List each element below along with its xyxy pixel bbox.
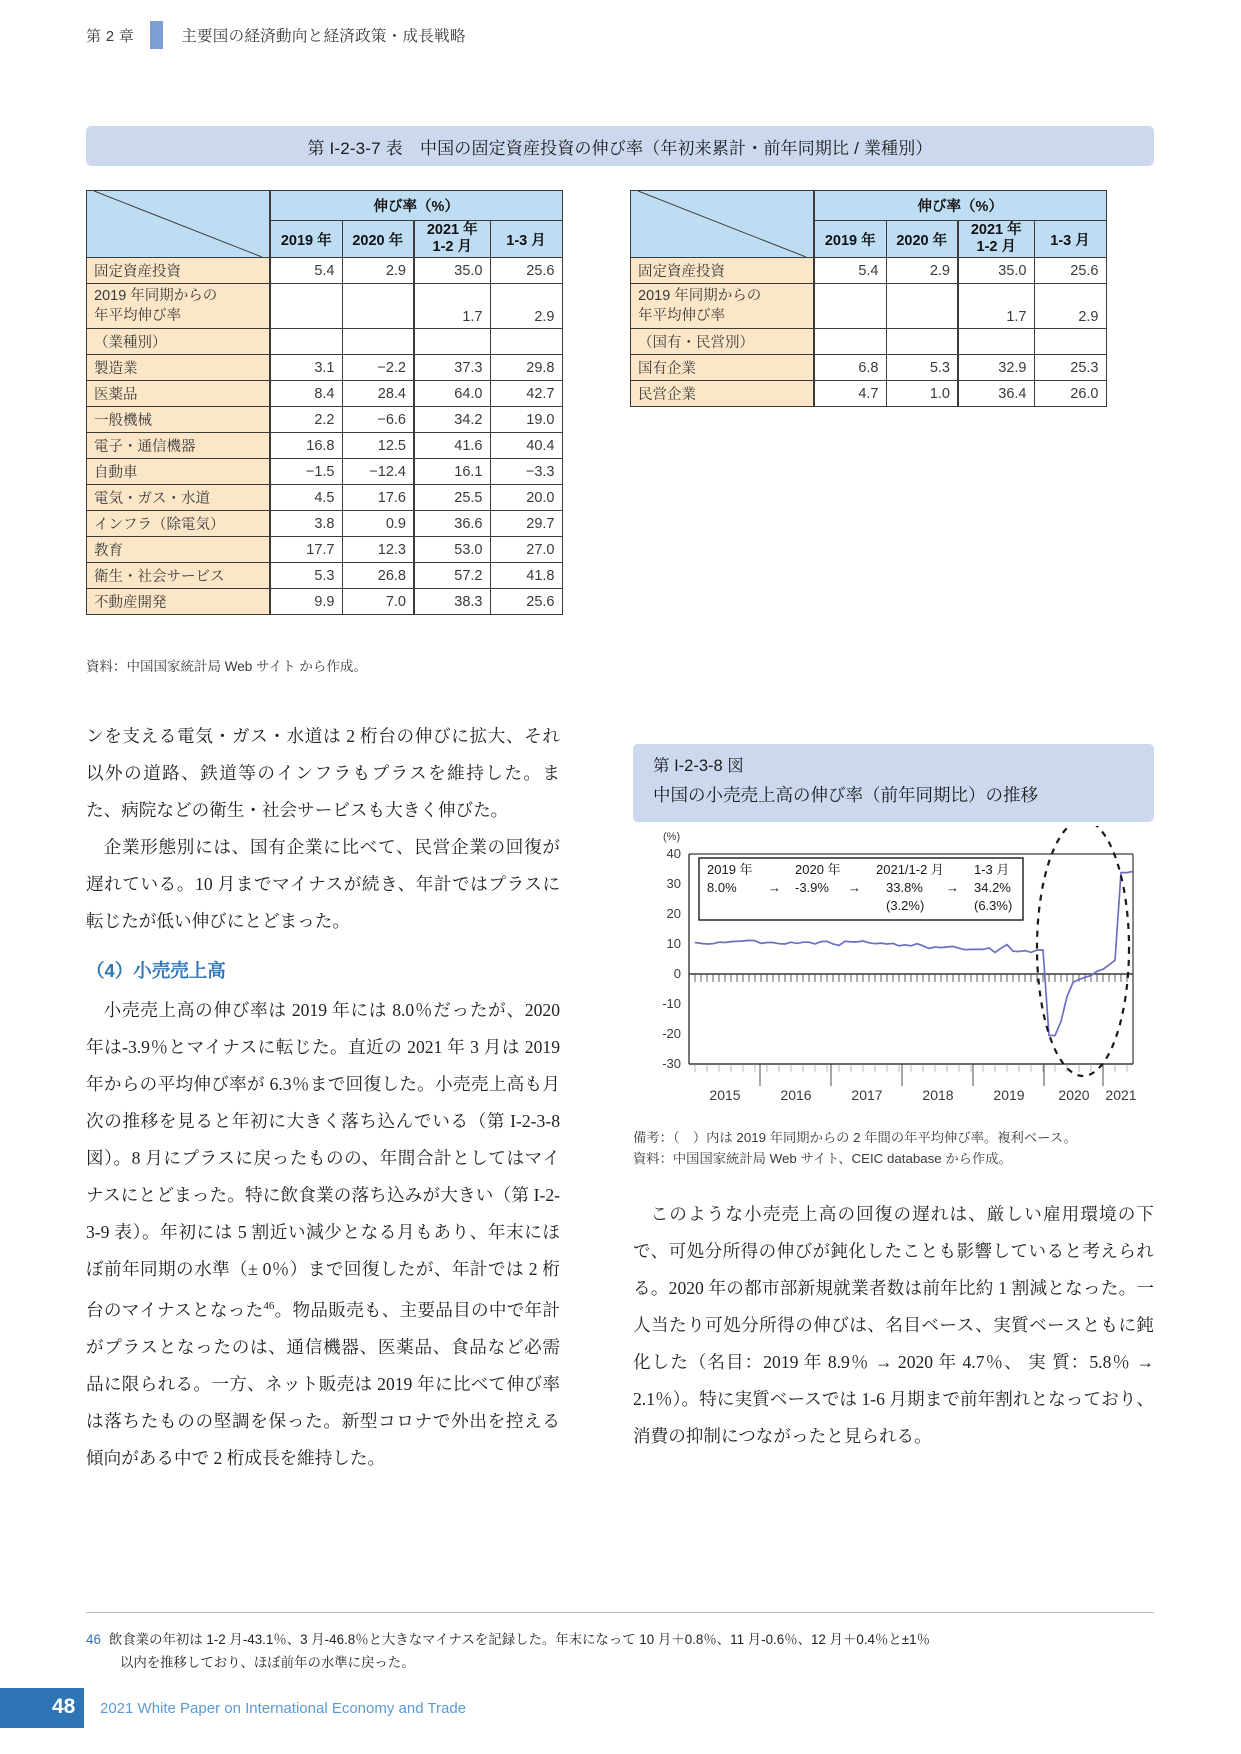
chart-ytick-0: 0 — [673, 966, 681, 981]
figure-note-2: 資料：中国国家統計局 Web サイト、CEIC database から作成。 — [633, 1151, 1012, 1166]
body-column-right — [633, 1196, 1154, 1455]
table-row — [87, 537, 563, 563]
cell-2020: 26.8 — [342, 563, 414, 589]
cell-2020: 2.9 — [886, 258, 958, 284]
annotation-cagr-jan-mar: (6.3%) — [974, 898, 1013, 913]
table-row — [631, 355, 1107, 381]
table-row — [87, 563, 563, 589]
table-row — [87, 589, 563, 615]
body-column-left — [86, 718, 560, 1477]
table-group-header: 伸び率（%） — [270, 191, 562, 221]
chart-month-ticks — [695, 974, 1127, 982]
chart-svg — [633, 826, 1154, 1116]
chart-xtick-2021: 2021 — [1105, 1087, 1137, 1103]
table-row — [87, 485, 563, 511]
table-row — [631, 381, 1107, 407]
cell-2020 — [342, 329, 414, 355]
col-2021-jan-feb-line2: 1-2 月 — [432, 239, 472, 256]
row-label: 電気・ガス・水道 — [87, 485, 271, 511]
table-row — [87, 258, 563, 284]
cell-2019: 9.9 — [270, 589, 342, 615]
row-label-line2: 年平均伸び率 — [638, 308, 725, 324]
chart-xtick-2018: 2018 — [922, 1087, 954, 1103]
cell-2019 — [814, 284, 886, 329]
table-row — [631, 329, 1107, 355]
table-row — [87, 433, 563, 459]
cell-2019: 5.4 — [814, 258, 886, 284]
col-2020: 2020 年 — [886, 221, 958, 258]
annotation-cagr-2021-jan-feb: (3.2%) — [886, 898, 925, 913]
chart-ytick-10: 10 — [666, 936, 681, 951]
col-2021-jan-feb — [958, 221, 1034, 258]
row-label: （国有・民営別） — [631, 329, 815, 355]
cell-jan-mar: −3.3 — [490, 459, 562, 485]
cell-jan-mar: 19.0 — [490, 407, 562, 433]
row-label-line1: 2019 年同期からの — [94, 288, 218, 304]
col-jan-mar: 1-3 月 — [490, 221, 562, 258]
row-label: （業種別） — [87, 329, 271, 355]
table-row — [87, 459, 563, 485]
col-2021-jan-feb-line1: 2021 年 — [426, 222, 478, 239]
cell-2020: 1.0 — [886, 381, 958, 407]
row-label: 一般機械 — [87, 407, 271, 433]
table-row — [87, 511, 563, 537]
cell-2020: 5.3 — [886, 355, 958, 381]
cell-jan-mar: 26.0 — [1034, 381, 1106, 407]
row-label — [87, 284, 271, 329]
cell-2021-jan-feb: 36.4 — [958, 381, 1034, 407]
cell-jan-mar: 2.9 — [1034, 284, 1106, 329]
cell-2021-jan-feb: 57.2 — [414, 563, 490, 589]
chart-xtick-2015: 2015 — [709, 1087, 741, 1103]
cell-jan-mar: 2.9 — [490, 284, 562, 329]
paragraph-enterprise-type: 企業形態別には、国有企業に比べて、民営企業の回復が遅れている。10 月までマイナスが続き、年計ではプラスに転じたが低い伸びにとどまった。 — [86, 837, 560, 931]
annotation-arrow-3: → — [946, 880, 959, 895]
cell-2019: 4.7 — [814, 381, 886, 407]
table-row — [87, 355, 563, 381]
cell-2021-jan-feb: 64.0 — [414, 381, 490, 407]
chart-ytick-30: 30 — [666, 876, 681, 891]
figure-title: 中国の小売売上高の伸び率（前年同期比）の推移 — [653, 785, 1038, 805]
section-heading-retail-sales: （4）小売売上高 — [86, 960, 226, 981]
paragraph-retail-sales — [86, 992, 560, 1477]
footnote-text-line2: 以内を推移しており、ほぼ前年の水準に戻った。 — [120, 1655, 415, 1670]
row-label — [631, 284, 815, 329]
page-number: 48 — [52, 1695, 76, 1718]
table-row — [87, 329, 563, 355]
annotation-value-2021-jan-feb: 33.8% — [886, 880, 923, 895]
cell-2019: 6.8 — [814, 355, 886, 381]
cell-2020: −12.4 — [342, 459, 414, 485]
annotation-value-2020: -3.9% — [795, 880, 829, 895]
figure-caption — [633, 744, 1154, 822]
annotation-arrow-2: → — [848, 880, 861, 895]
chart-ytick-40: 40 — [666, 846, 681, 861]
figure-number: 第 I-2-3-8 図 — [653, 757, 744, 775]
row-label: 衛生・社会サービス — [87, 563, 271, 589]
cell-2020 — [886, 329, 958, 355]
cell-2019: 3.1 — [270, 355, 342, 381]
annotation-header-2021-jan-feb: 2021/1-2 月 — [876, 862, 944, 877]
cell-2021-jan-feb: 53.0 — [414, 537, 490, 563]
table-source-note: 資料：中国国家統計局 Web サイト から作成。 — [86, 659, 367, 674]
cell-2019: 16.8 — [270, 433, 342, 459]
cell-2021-jan-feb: 41.6 — [414, 433, 490, 459]
chart-xtick-2020: 2020 — [1058, 1087, 1090, 1103]
row-label-line1: 2019 年同期からの — [638, 288, 762, 304]
chart-ytick-20: 20 — [666, 906, 681, 921]
paragraph-disposable-income: このような小売売上高の回復の遅れは、厳しい雇用環境の下で、可処分所得の伸びが鈍化したことも影響していると考えられる。2020 年の都市部新規就業者数は前年比約 1 割減となった。一人当たり可処分所得の伸びは、名目ベース、実質ベースともに鈍化した（名目：2019 年 8.9％ → 2020 年 4.7％、 実 質：5.8％ → 2.1％）。特に実質ベースでは 1-6 月期まで前年割れとなっており、消費の抑制につながったと見られる。 — [633, 1204, 1154, 1446]
cell-2020: −6.6 — [342, 407, 414, 433]
col-2021-jan-feb-line2: 1-2 月 — [976, 239, 1016, 256]
chapter-number: 第 2 章 — [86, 27, 135, 45]
cell-jan-mar: 25.6 — [1034, 258, 1106, 284]
table-row — [87, 381, 563, 407]
cell-jan-mar: 41.8 — [490, 563, 562, 589]
cell-2021-jan-feb: 35.0 — [958, 258, 1034, 284]
table-row — [631, 284, 1107, 329]
cell-2021-jan-feb: 1.7 — [958, 284, 1034, 329]
annotation-header-2020: 2020 年 — [795, 862, 841, 877]
paragraph-retail-sales-part1: 小売売上高の伸び率は 2019 年には 8.0％だったが、2020 年は-3.9％とマイナスに転じた。直近の 2021 年 3 月は 2019 年からの平均伸び率が 6.3％まで回復した。小売売上高も月次の推移を見ると年初に大きく落ち込んでいる（第 I-2-3-8 図）。8 月にプラスに戻ったものの、年間合計としてはマイナスにとどまった。特に飲食業の落ち込みが大きい（第 I-2-3-9 表）。年初には 5 割近い減少となる月もあり、年末にほぼ前年同期の水準（± 0％）まで回復したが、年計では 2 桁台のマイナスとなった — [86, 1000, 560, 1320]
row-label: 電子・通信機器 — [87, 433, 271, 459]
table-corner-cell — [87, 191, 271, 258]
cell-jan-mar: 25.6 — [490, 589, 562, 615]
col-2020: 2020 年 — [342, 221, 414, 258]
cell-2020: 2.9 — [342, 258, 414, 284]
retail-sales-line-chart — [633, 826, 1154, 1116]
row-label: 民営企業 — [631, 381, 815, 407]
footnote-marker-46: 46 — [263, 1300, 275, 1312]
row-label: 製造業 — [87, 355, 271, 381]
cell-2020: 12.3 — [342, 537, 414, 563]
row-label: インフラ（除電気） — [87, 511, 271, 537]
cell-jan-mar: 25.6 — [490, 258, 562, 284]
cell-2021-jan-feb: 35.0 — [414, 258, 490, 284]
cell-jan-mar — [1034, 329, 1106, 355]
chart-year-separators — [760, 1064, 1103, 1086]
col-2019: 2019 年 — [270, 221, 342, 258]
cell-2021-jan-feb: 1.7 — [414, 284, 490, 329]
cell-jan-mar: 20.0 — [490, 485, 562, 511]
row-label: 教育 — [87, 537, 271, 563]
cell-2021-jan-feb — [958, 329, 1034, 355]
cell-2021-jan-feb: 38.3 — [414, 589, 490, 615]
cell-2020 — [342, 284, 414, 329]
table-row — [87, 407, 563, 433]
footnote-number: 46 — [86, 1632, 101, 1647]
chart-xtick-2017: 2017 — [851, 1087, 883, 1103]
table-caption: 第 I-2-3-7 表 中国の固定資産投資の伸び率（年初来累計・前年同期比 / 業種別） — [86, 126, 1154, 166]
table-fixed-asset-by-industry — [86, 190, 563, 615]
annotation-value-jan-mar: 34.2% — [974, 880, 1011, 895]
cell-2020 — [886, 284, 958, 329]
row-label-line2: 年平均伸び率 — [94, 308, 181, 324]
chart-ytick-neg20: -20 — [662, 1026, 681, 1041]
cell-jan-mar: 27.0 — [490, 537, 562, 563]
table-row — [631, 258, 1107, 284]
page-footer-title: 2021 White Paper on International Economy and Trade — [100, 1700, 467, 1717]
cell-jan-mar: 25.3 — [1034, 355, 1106, 381]
cell-2021-jan-feb: 37.3 — [414, 355, 490, 381]
chart-xtick-2019: 2019 — [993, 1087, 1025, 1103]
cell-jan-mar: 40.4 — [490, 433, 562, 459]
cell-jan-mar: 42.7 — [490, 381, 562, 407]
cell-jan-mar: 29.8 — [490, 355, 562, 381]
cell-2019: 3.8 — [270, 511, 342, 537]
row-label: 固定資産投資 — [631, 258, 815, 284]
cell-jan-mar: 29.7 — [490, 511, 562, 537]
cell-2021-jan-feb: 34.2 — [414, 407, 490, 433]
cell-2021-jan-feb: 25.5 — [414, 485, 490, 511]
cell-2019: 5.4 — [270, 258, 342, 284]
cell-2019: 8.4 — [270, 381, 342, 407]
cell-2020: 17.6 — [342, 485, 414, 511]
row-label: 医薬品 — [87, 381, 271, 407]
footnote-block — [86, 1628, 1156, 1674]
table-fixed-asset-by-ownership — [630, 190, 1107, 407]
row-label: 固定資産投資 — [87, 258, 271, 284]
table-row — [87, 284, 563, 329]
footnote-rule — [86, 1612, 1154, 1613]
paragraph-retail-sales-part2: 。物品販売も、主要品目の中で年計がプラスとなったのは、通信機器、医薬品、食品など必需品に限られる。一方、ネット販売は 2019 年に比べて伸び率は落ちたものの堅調を保った。新型コロナで外出を控える傾向がある中で 2 桁成長を維持した。 — [86, 1299, 560, 1468]
cell-2019 — [270, 329, 342, 355]
row-label: 不動産開発 — [87, 589, 271, 615]
cell-2019: 17.7 — [270, 537, 342, 563]
col-2021-jan-feb-line1: 2021 年 — [970, 222, 1022, 239]
cell-jan-mar — [490, 329, 562, 355]
footnote-text-line1: 飲食業の年初は 1-2 月-43.1％、3 月-46.8％と大きなマイナスを記録した。年末になって 10 月＋0.8％、11 月-0.6％、12 月＋0.4％と±1％ — [108, 1632, 930, 1647]
col-2021-jan-feb — [414, 221, 490, 258]
cell-2019: 4.5 — [270, 485, 342, 511]
row-label: 国有企業 — [631, 355, 815, 381]
cell-2020: −2.2 — [342, 355, 414, 381]
annotation-header-jan-mar: 1-3 月 — [974, 862, 1010, 877]
cell-2021-jan-feb: 32.9 — [958, 355, 1034, 381]
chart-ytick-neg10: -10 — [662, 996, 681, 1011]
paragraph-infrastructure: ンを支える電気・ガス・水道は 2 桁台の伸びに拡大、それ以外の道路、鉄道等のインフラもプラスを維持した。また、病院などの衛生・社会サービスも大きく伸びた。 — [86, 726, 560, 820]
cell-2020: 28.4 — [342, 381, 414, 407]
chart-ytick-neg30: -30 — [662, 1056, 681, 1071]
cell-2021-jan-feb — [414, 329, 490, 355]
col-2019: 2019 年 — [814, 221, 886, 258]
figure-note-1: 備考：（ ）内は 2019 年同期からの 2 年間の年平均伸び率。複利ベース。 — [633, 1130, 1077, 1145]
chart-xtick-2016: 2016 — [780, 1087, 812, 1103]
cell-2020: 0.9 — [342, 511, 414, 537]
chapter-accent-bar — [150, 21, 163, 49]
cell-2019: −1.5 — [270, 459, 342, 485]
annotation-header-2019: 2019 年 — [707, 862, 753, 877]
cell-2019 — [814, 329, 886, 355]
row-label: 自動車 — [87, 459, 271, 485]
annotation-value-2019: 8.0% — [707, 880, 737, 895]
chart-y-unit: (%) — [663, 831, 681, 843]
table-group-header: 伸び率（%） — [814, 191, 1106, 221]
cell-2019 — [270, 284, 342, 329]
cell-2020: 12.5 — [342, 433, 414, 459]
chapter-title: 主要国の経済動向と経済政策・成長戦略 — [181, 28, 466, 45]
cell-2021-jan-feb: 16.1 — [414, 459, 490, 485]
running-head — [86, 20, 466, 50]
table-corner-cell — [631, 191, 815, 258]
cell-2020: 7.0 — [342, 589, 414, 615]
cell-2019: 5.3 — [270, 563, 342, 589]
cell-2021-jan-feb: 36.6 — [414, 511, 490, 537]
annotation-arrow-1: → — [768, 880, 781, 895]
cell-2019: 2.2 — [270, 407, 342, 433]
col-jan-mar: 1-3 月 — [1034, 221, 1106, 258]
